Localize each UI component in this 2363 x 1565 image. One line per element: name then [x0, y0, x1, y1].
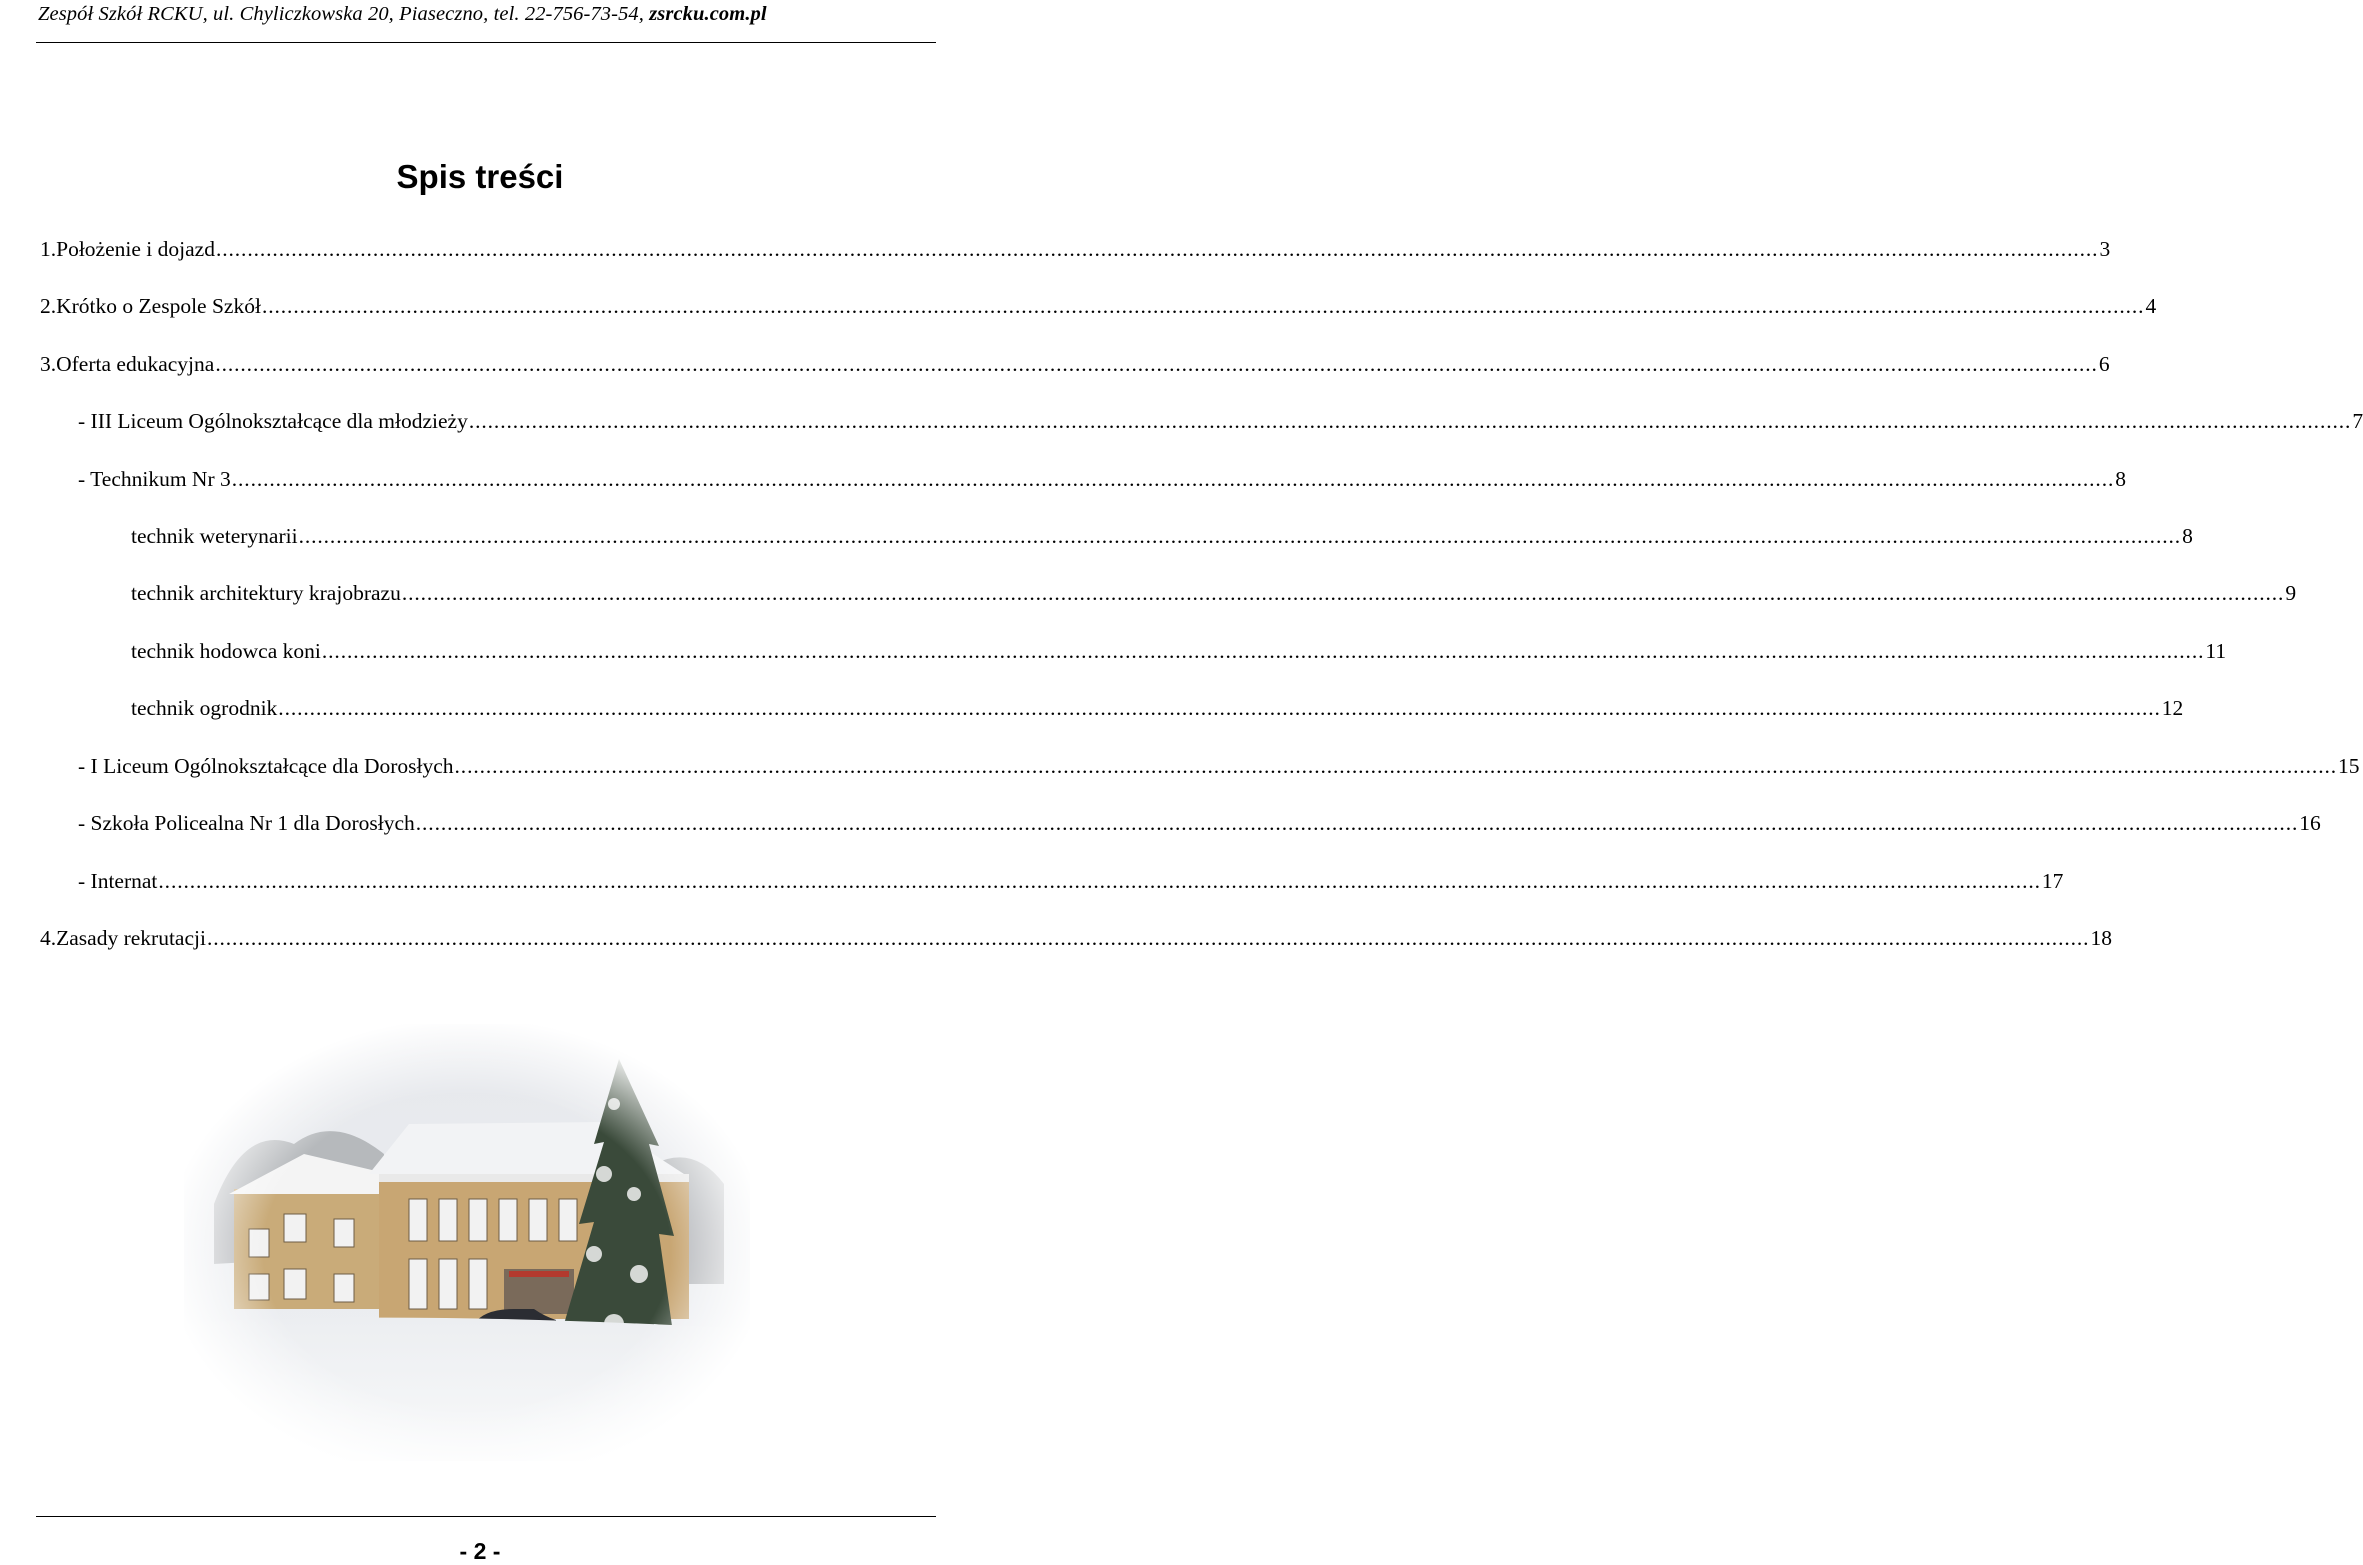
- toc-number: 4.: [40, 926, 57, 950]
- toc-entry-oferta[interactable]: [40, 350, 2110, 378]
- toc-label: Krótko o Zespole Szkół: [56, 294, 261, 318]
- toc-entry-liceum-mlodziezy[interactable]: [78, 407, 2363, 435]
- school-building-photo: [184, 1024, 750, 1461]
- toc-entry-ogrodnik[interactable]: [114, 694, 2184, 722]
- page-title: Spis treści: [396, 158, 564, 195]
- toc-page: 12: [2161, 696, 2184, 720]
- toc-page: 6: [2098, 352, 2110, 376]
- toc-entry-technikum[interactable]: [78, 465, 2126, 493]
- toc-number: 3.: [40, 352, 57, 376]
- toc-entry-zasady-rekrutacji[interactable]: [40, 924, 2112, 952]
- toc-entry-architektury[interactable]: [114, 579, 2297, 607]
- toc-page: 4: [2145, 294, 2157, 318]
- toc-leader: ............................................................................................................................................................................................................................................................................................................: [261, 294, 2145, 318]
- toc-page: 7: [2352, 409, 2363, 433]
- toc-label: technik hodowca koni: [131, 639, 321, 663]
- toc-page: 17: [2041, 869, 2064, 893]
- toc-entry-polozenie[interactable]: [40, 235, 2111, 263]
- toc-leader: ............................................................................................................................................................................................................................................................................................................: [158, 869, 2041, 893]
- toc-label: - Internat: [78, 869, 158, 893]
- header-address: Zespół Szkół RCKU, ul. Chyliczkowska 20, Piaseczno, tel. 22-756-73-54,: [38, 3, 650, 25]
- toc-leader: ............................................................................................................................................................................................................................................................................................................: [215, 237, 2099, 261]
- toc-entry-szkola-policealna[interactable]: [78, 809, 2321, 837]
- toc-label: - I Liceum Ogólnokształcące dla Dorosłych: [78, 754, 454, 778]
- toc-label: - III Liceum Ogólnokształcące dla młodzieży: [78, 409, 468, 433]
- toc-label: Oferta edukacyjna: [56, 352, 215, 376]
- toc-number: 2.: [40, 294, 57, 318]
- toc-page: 8: [2115, 467, 2126, 491]
- toc-leader: ............................................................................................................................................................................................................................................................................................................: [415, 811, 2299, 835]
- page-number: - 2 -: [459, 1538, 501, 1564]
- toc-label: technik ogrodnik: [131, 696, 278, 720]
- toc-page: 9: [2285, 581, 2297, 605]
- toc-entry-internat[interactable]: [78, 867, 2064, 895]
- page-footer-rule: [36, 1516, 936, 1518]
- toc-leader: ............................................................................................................................................................................................................................................................................................................: [206, 926, 2090, 950]
- header-website-link[interactable]: zsrcku.com.pl: [649, 3, 767, 25]
- toc-entry-liceum-doroslych[interactable]: [78, 752, 2360, 780]
- toc-label: Położenie i dojazd: [56, 237, 215, 261]
- toc-entry-weterynarii[interactable]: [114, 522, 2193, 550]
- toc-page: 8: [2182, 524, 2193, 548]
- school-building-winter-icon: [184, 1024, 750, 1461]
- toc-label: - Szkoła Policealna Nr 1 dla Dorosłych: [78, 811, 415, 835]
- toc-entry-hodowca-koni[interactable]: [114, 637, 2227, 665]
- toc-page: 18: [2090, 926, 2112, 950]
- toc-label: technik weterynarii: [131, 524, 298, 548]
- toc-label: Zasady rekrutacji: [56, 926, 206, 950]
- toc-label: - Technikum Nr 3: [78, 467, 231, 491]
- toc-leader: ............................................................................................................................................................................................................................................................................................................: [278, 696, 2161, 720]
- toc-leader: ............................................................................................................................................................................................................................................................................................................: [401, 581, 2285, 605]
- toc-page: 16: [2299, 811, 2321, 835]
- toc-entry-krotko[interactable]: [40, 292, 2157, 320]
- toc-leader: ............................................................................................................................................................................................................................................................................................................: [454, 754, 2338, 778]
- toc-leader: ............................................................................................................................................................................................................................................................................................................: [231, 467, 2115, 491]
- toc-leader: ............................................................................................................................................................................................................................................................................................................: [468, 409, 2352, 433]
- toc-leader: ............................................................................................................................................................................................................................................................................................................: [298, 524, 2182, 548]
- toc-page: 11: [2205, 639, 2227, 663]
- toc-page: 15: [2338, 754, 2360, 778]
- toc-label: technik architektury krajobrazu: [131, 581, 401, 605]
- toc-number: 1.: [40, 237, 57, 261]
- toc-leader: ............................................................................................................................................................................................................................................................................................................: [215, 352, 2098, 376]
- toc-page: 3: [2099, 237, 2111, 261]
- toc-leader: ............................................................................................................................................................................................................................................................................................................: [321, 639, 2205, 663]
